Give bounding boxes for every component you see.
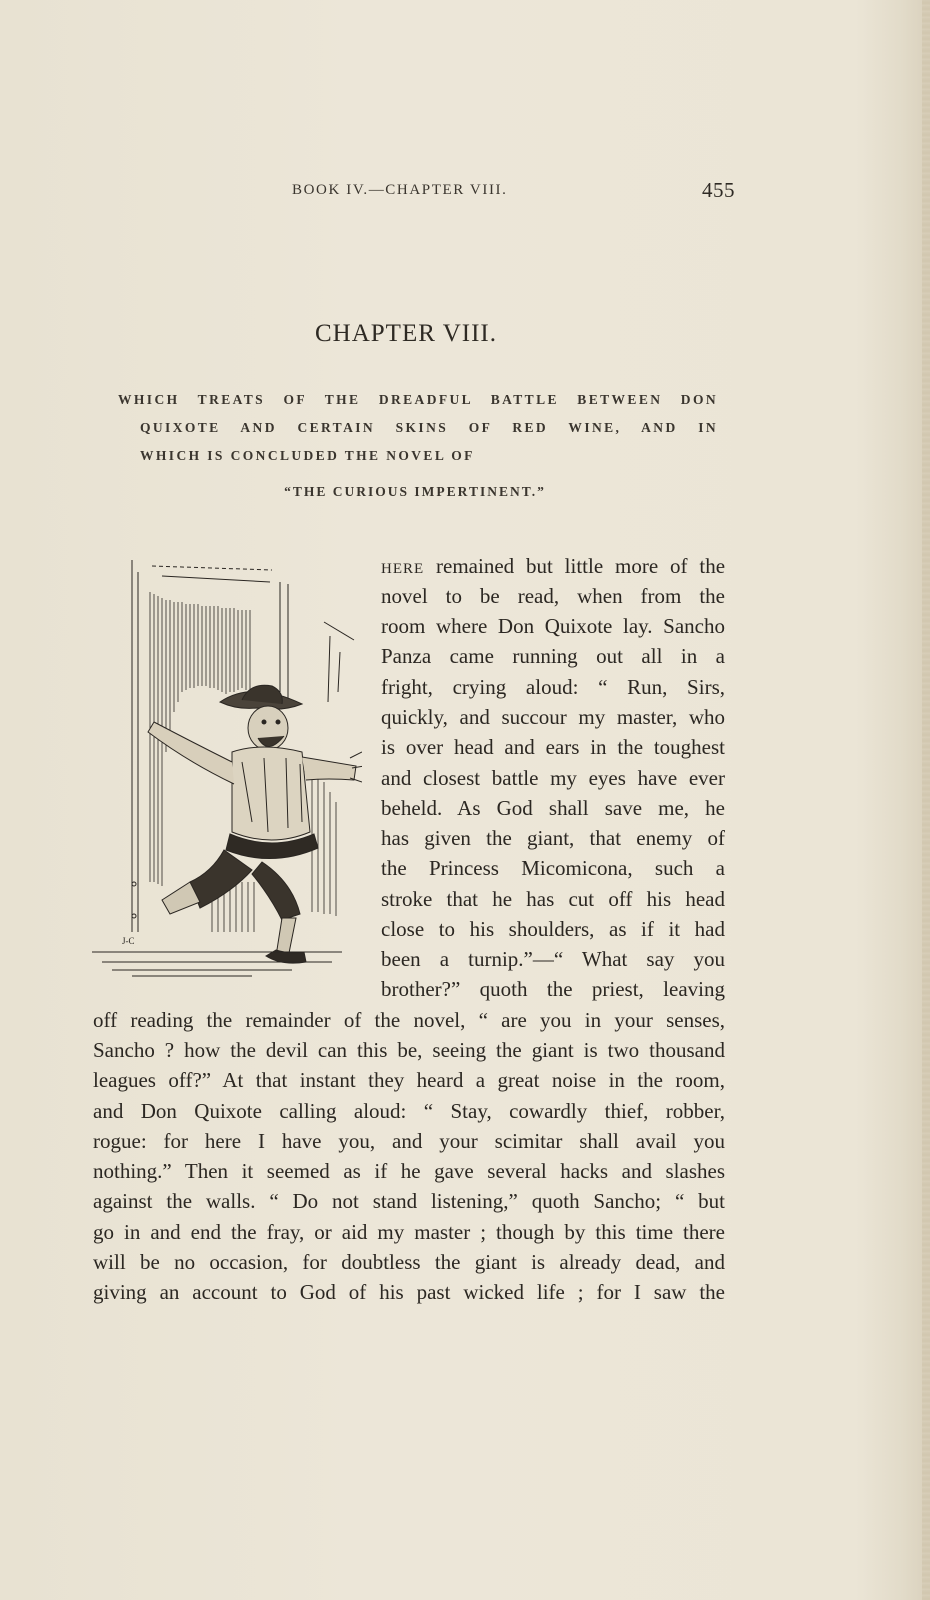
body-line: and Don Quixote calling aloud: “ Stay, cowardly thief, robber,	[93, 1099, 725, 1123]
body-line: leagues off?” At that instant they heard a great noise in the room,	[93, 1068, 725, 1092]
body-line: giving an account to God of his past wicked life ; for I saw the	[93, 1280, 725, 1304]
body-line: quickly, and succour my master, who	[381, 705, 725, 729]
body-line: nothing.” Then it seemed as if he gave several hacks and slashes	[93, 1159, 725, 1183]
body-line: go in and end the fray, or aid my master ; though by this time there	[93, 1220, 725, 1244]
body-line: novel to be read, when from the	[381, 584, 725, 608]
body-line: room where Don Quixote lay. Sancho	[381, 614, 725, 638]
body-line: Sancho ? how the devil can this be, seeing the giant is two thousand	[93, 1038, 725, 1062]
body-line: here remained but little more of the	[381, 554, 726, 578]
dropcap-word: here	[381, 554, 425, 578]
body-line: stroke that he has cut off his head	[381, 887, 725, 911]
page-edge	[922, 0, 930, 1600]
page-number: 455	[702, 178, 735, 202]
body-line: is over head and ears in the toughest	[381, 735, 725, 759]
illustration-monogram: J-C	[122, 936, 135, 946]
chapter-subhead-title: “THE CURIOUS IMPERTINENT.”	[284, 484, 546, 499]
body-line: will be no occasion, for doubtless the giant is already dead, and	[93, 1250, 725, 1274]
chapter-subhead-line: WHICH TREATS OF THE DREADFUL BATTLE BETWEEN DON	[118, 392, 718, 407]
body-line: Panza came running out all in a	[381, 644, 725, 668]
body-line: fright, crying aloud: “ Run, Sirs,	[381, 675, 725, 699]
body-line: against the walls. “ Do not stand listening,” quoth Sancho; “ but	[93, 1189, 725, 1213]
body-line: been a turnip.”—“ What say you	[381, 947, 725, 971]
body-line: close to his shoulders, as if it had	[381, 917, 725, 941]
man-bursting-through-door-illustration	[92, 552, 362, 984]
body-line: rogue: for here I have you, and your scimitar shall avail you	[93, 1129, 725, 1153]
body-line: off reading the remainder of the novel, “ are you in your senses,	[93, 1008, 725, 1032]
chapter-title: CHAPTER VIII.	[315, 320, 497, 347]
chapter-subhead-line: QUIXOTE AND CERTAIN SKINS OF RED WINE, AND IN	[140, 420, 718, 435]
chapter-subhead-line: WHICH IS CONCLUDED THE NOVEL OF	[140, 448, 475, 463]
body-line: has given the giant, that enemy of	[381, 826, 725, 850]
body-line: beheld. As God shall save me, he	[381, 796, 725, 820]
body-line: and closest battle my eyes have ever	[381, 766, 725, 790]
running-head: BOOK IV.—CHAPTER VIII.	[292, 182, 508, 198]
body-line: the Princess Micomicona, such a	[381, 856, 725, 880]
body-line: brother?” quoth the priest, leaving	[381, 977, 725, 1001]
